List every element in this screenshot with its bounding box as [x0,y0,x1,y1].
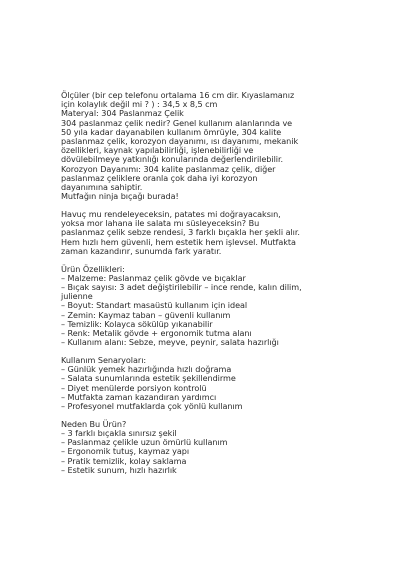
text-line: yoksa mor lahana ile salata mı süsleyeceksin? Bu [61,218,260,229]
list-item: – Diyet menülerde porsiyon kontrolü [61,382,207,393]
list-item: – Mutfakta zaman kazandıran yardımcı [61,391,217,402]
list-item: – Estetik sunum, hızlı hazırlık [61,464,177,475]
list-item: – Profesyonel mutfaklarda çok yönlü kullanım [61,401,243,412]
text-line: Korozyon Dayanımı: 304 kalite paslanmaz çelik, diğer [61,163,276,174]
why-this-product-list [61,420,361,475]
text-line: Materyal: 304 Paslanmaz Çelik [61,108,184,119]
list-item: – Bıçak sayısı: 3 adet değiştirilebilir – ince rende, kalın dilim, [61,282,302,293]
text-line: paslanmaz çelik, korozyon dayanımı, ısı dayanımı, mekanik [61,136,299,147]
text-line: dövülebilmeye yatkınlığı konularında değerlendirilebilir. [61,154,284,165]
text-line: paslanmaz çeliklere oranla çok daha iyi korozyon [61,172,258,183]
list-item: – Kullanım alanı: Sebze, meyve, peynir, salata hazırlığı [61,337,279,348]
section-heading: Ürün Özellikleri: [61,263,125,274]
text-line: özellikleri, kaynak yapılabilirliği, işlenebilirliği ve [61,145,254,156]
text-line: Ölçüler (bir cep telefonu ortalama 16 cm dir. Kıyaslamanız [61,90,295,100]
text-line: paslanmaz çelik sebze rendesi, 3 farklı bıçakla her şekli alır. [61,227,300,238]
intro-paragraph [61,210,361,256]
text-line: dayanımına sahiptir. [61,182,143,193]
text-line: 304 paslanmaz çelik nedir? Genel kullanım alanlarında ve [61,117,293,128]
text-line: 50 yıla kadar dayanabilen kullanım ömrüyle, 304 kalite [61,126,282,137]
list-item: julienne [61,291,93,302]
section-heading: Kullanım Senaryoları: [61,355,147,366]
list-item: – Salata sunumlarında estetik şekillendirme [61,373,236,384]
list-item: – Ergonomik tutuş, kaymaz yapı [61,446,190,457]
materials-paragraph [61,91,361,201]
product-description [61,91,361,484]
text-line: zaman kazandırır, sunumda fark yaratır. [61,245,222,256]
list-item: – Paslanmaz çelikle uzun ömürlü kullanım [61,437,228,448]
list-item: – Günlük yemek hazırlığında hızlı doğrama [61,364,232,375]
features-list [61,265,361,348]
usage-scenarios-list [61,356,361,411]
text-line: Hem hızlı hem güvenli, hem estetik hem işlevsel. Mutfakta [61,236,296,247]
text-line: için kolaylık değil mi ? ) : 34,5 x 8,5 cm [61,99,218,110]
list-item: – Zemin: Kaymaz taban – güvenli kullanım [61,309,231,320]
text-line: Havuç mu rendeleyeceksin, patates mi doğrayacaksın, [61,209,281,220]
list-item: – Pratik temizlik, kolay saklama [61,455,187,466]
section-heading: Neden Bu Ürün? [61,418,127,429]
list-item: – Boyut: Standart masaüstü kullanım için ideal [61,300,248,311]
list-item: – Malzeme: Paslanmaz çelik gövde ve bıçaklar [61,272,246,283]
text-line: Mutfağın ninja bıçağı burada! [61,191,179,202]
list-item: – 3 farklı bıçakla sınırsız şekil [61,428,177,439]
list-item: – Temizlik: Kolayca sökülüp yıkanabilir [61,318,213,329]
list-item: – Renk: Metalik gövde + ergonomik tutma alanı [61,328,252,339]
